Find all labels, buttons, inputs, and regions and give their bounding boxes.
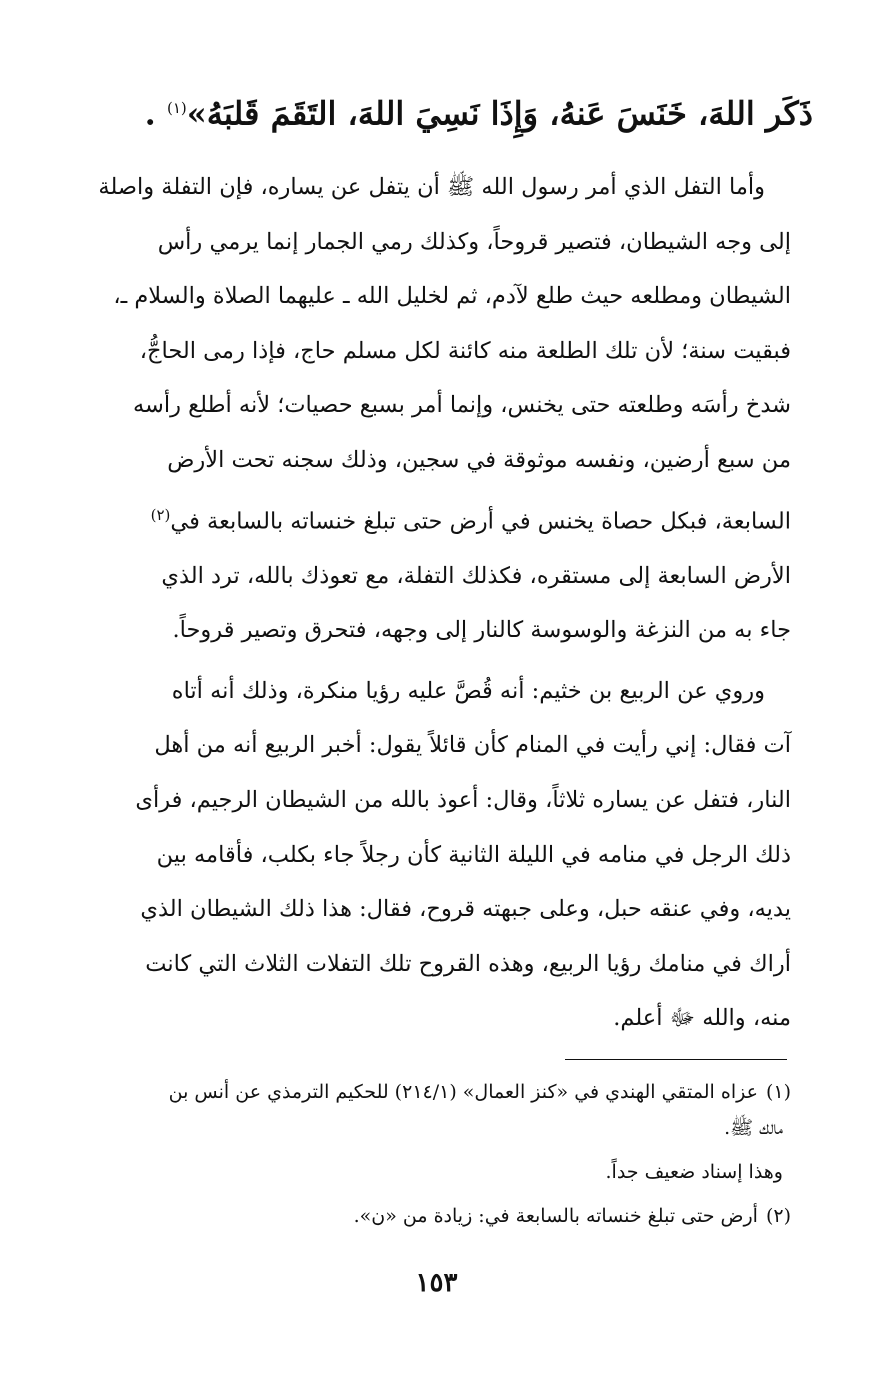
text-line: الشيطان ومطلعه حيث طلع لآدم، ثم لخليل الله ـ عليهما الصلاة والسلام ـ، [113, 283, 791, 310]
footnote-text: وهذا إسناد ضعيف جداً. [605, 1161, 783, 1183]
text-line: ذلك الرجل في منامه في الليلة الثانية كأن رجلاً جاء بكلب، فأقامه بين [156, 841, 791, 868]
main-text [61, 160, 791, 1046]
paragraph-tafl [61, 160, 791, 658]
text-line: شدخ رأسَه وطلعته حتى يخنس، وإنما أمر بسبع حصيات؛ لأنه أطلع رأسه [132, 392, 791, 419]
footnote-ref-1: (١) [166, 99, 187, 117]
hadith-quote-text: ذَكَر اللهَ، خَنَسَ عَنهُ، وَإِذَا نَسِيَ اللهَ، التَقَمَ قَلبَهُ» [186, 94, 813, 133]
text-line: إلى وجه الشيطان، فتصير قروحاً، وكذلك رمي الجمار إنما يرمي رأس [157, 228, 791, 255]
text-line: من سبع أرضين، ونفسه موثوقة في سجين، وذلك سجنه تحت الأرض [167, 446, 791, 473]
page-number: ١٥٣ [415, 1268, 458, 1298]
footnote-1-continued [61, 1110, 791, 1146]
text-line: أراك في منامك رؤيا الربيع، وهذه القروح تلك التفلات الثلاث التي كانت [145, 950, 791, 977]
text-line: فبقيت سنة؛ لأن تلك الطلعة منه كائنة لكل مسلم حاج، فإذا رمى الحاجُّ، [139, 337, 791, 364]
text-line: الأرض السابعة إلى مستقره، فكذلك التفلة، مع تعوذك بالله، ترد الذي [161, 562, 791, 589]
text-line: منه، والله ﷻ أعلم. [613, 1005, 791, 1032]
text-line: وأما التفل الذي أمر رسول الله ﷺ أن يتفل عن يساره، فإن التفلة واصلة [98, 174, 765, 200]
text-line: النار، فتفل عن يساره ثلاثاً، وقال: أعوذ بالله من الشيطان الرجيم، فرأى [135, 787, 791, 814]
footnote-text: مالك ﷺ. [724, 1117, 783, 1139]
text-line: وروي عن الربيع بن خثيم: أنه قُصَّ عليه رؤيا منكرة، وذلك أنه أتاه [171, 677, 765, 704]
hadith-quote-end: . [144, 94, 167, 133]
text-line: يديه، وفي عنقه حبل، وعلى جبهته قروح، فقال: هذا ذلك الشيطان الذي [140, 896, 791, 923]
hadith-quote-line [53, 84, 813, 138]
text-line: آت فقال: إني رأيت في المنام كأن قائلاً يقول: أخبر الربيع أنه من أهل [154, 732, 791, 759]
footnotes [61, 1074, 791, 1234]
paragraph-rabi [61, 664, 791, 1046]
text-line: جاء به من النزغة والوسوسة كالنار إلى وجهه، فتحرق وتصير قروحاً. [172, 617, 791, 644]
footnote-divider [565, 1059, 787, 1060]
footnote-text: عزاه المتقي الهندي في «كنز العمال» (٢١٤/١) للحكيم الترمذي عن أنس بن [168, 1081, 758, 1103]
footnote-number: (١) [765, 1081, 791, 1103]
footnote-ref-2: (٢) [150, 505, 171, 524]
footnote-1 [61, 1074, 791, 1110]
text-line: السابعة، فبكل حصاة يخنس في أرض حتى تبلغ خنساته بالسابعة في [170, 508, 791, 535]
footnote-number: (٢) [765, 1205, 791, 1227]
footnote-1-note [61, 1154, 791, 1190]
footnote-2 [61, 1198, 791, 1234]
footnote-text: أرض حتى تبلغ خنساته بالسابعة في: زيادة من «ن». [353, 1205, 758, 1227]
